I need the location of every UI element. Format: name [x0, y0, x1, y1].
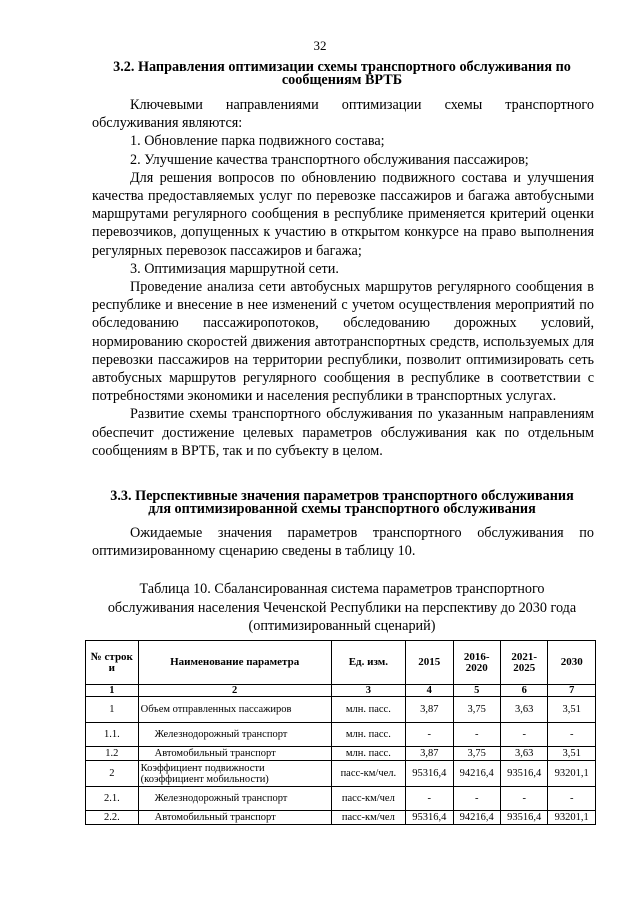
column-number: 6	[500, 685, 547, 697]
parameters-table	[85, 640, 596, 825]
parameter-name: Автомобильный транспорт	[138, 747, 331, 761]
value-2016-2020: 94216,4	[453, 811, 500, 825]
column-number: 3	[331, 685, 405, 697]
row-number: 1.2	[86, 747, 139, 761]
section-3-2-heading	[92, 61, 592, 87]
value-2015: -	[406, 723, 453, 747]
parameter-name: Коэффициент подвижности (коэффициент мобильности)	[138, 761, 331, 787]
row-number: 2	[86, 761, 139, 787]
value-2021-2025: 3,63	[500, 747, 547, 761]
row-number: 1.1.	[86, 723, 139, 747]
paragraph: Ключевыми направлениями оптимизации схемы транспортного обслуживания являются:	[92, 97, 594, 132]
parameter-name: Железнодорожный транспорт	[138, 723, 331, 747]
page-number: 32	[313, 38, 327, 53]
header-2030: 2030	[548, 641, 596, 685]
unit: пасс-км/чел.	[331, 761, 405, 787]
value-2021-2025: 3,63	[500, 697, 547, 723]
header-row-number: № строк и	[86, 641, 139, 685]
column-number: 7	[548, 685, 596, 697]
parameter-name: Железнодорожный транспорт	[138, 787, 331, 811]
section-3-3-heading	[92, 490, 592, 516]
table-caption	[88, 580, 596, 636]
table-caption-line3: (оптимизированный сценарий)	[248, 618, 436, 634]
value-2016-2020: -	[453, 723, 500, 747]
value-2015: 95316,4	[406, 811, 453, 825]
row-number: 2.1.	[86, 787, 139, 811]
value-2030: 93201,1	[548, 761, 596, 787]
value-2015: 3,87	[406, 747, 453, 761]
header-2015: 2015	[406, 641, 453, 685]
header-unit: Ед. изм.	[331, 641, 405, 685]
paragraph: Развитие схемы транспортного обслуживания по указанным направлениям обеспечит достижение целевых параметров обслуживания как по отдельным сообщениям в ВРТБ, так и по субъекту в целом.	[92, 406, 594, 459]
value-2030: -	[548, 723, 596, 747]
value-2030: 3,51	[548, 747, 596, 761]
table-caption-line2: обслуживания населения Чеченской Республики на перспективу до 2030 года	[107, 599, 577, 616]
unit: млн. пасс.	[331, 723, 405, 747]
section-3-3-heading-line2: для оптимизированной схемы транспортного обслуживания	[148, 501, 536, 517]
list-item: 1. Обновление парка подвижного состава;	[130, 133, 385, 150]
paragraph: Ожидаемые значения параметров транспортного обслуживания по оптимизированному сценарию сведены в таблицу 10.	[92, 525, 594, 560]
list-item: 3. Оптимизация маршрутной сети.	[130, 260, 339, 277]
column-number: 1	[86, 685, 139, 697]
parameter-name: Объем отправленных пассажиров	[138, 697, 331, 723]
header-parameter-name: Наименование параметра	[138, 641, 331, 685]
unit: пасс-км/чел	[331, 811, 405, 825]
section-3-3-heading-line1: 3.3. Перспективные значения параметров транспортного обслуживания	[110, 488, 574, 504]
parameter-name: Автомобильный транспорт	[138, 811, 331, 825]
value-2015: 3,87	[406, 697, 453, 723]
paragraph: Проведение анализа сети автобусных маршрутов регулярного сообщения в республике и внесение в нее изменений с учетом осуществления мероприятий по обследованию пассажиропотоков, обследованию дорожных условий, нормированию скоростей движения автотранспортных средств, используемых для перевозки пассажиров на территории республики, позволит оптимизировать сеть автобусных маршрутов регулярного сообщения в республике в соответствии с потребностями экономики и населения республики в транспортных услугах.	[92, 279, 594, 405]
table-row	[86, 747, 596, 761]
value-2016-2020: -	[453, 787, 500, 811]
section-3-3-body	[92, 524, 594, 560]
value-2030: -	[548, 787, 596, 811]
value-2015: -	[406, 787, 453, 811]
value-2016-2020: 3,75	[453, 697, 500, 723]
value-2015: 95316,4	[406, 761, 453, 787]
table-column-numbers-row	[86, 685, 596, 697]
column-number: 2	[138, 685, 331, 697]
row-number: 2.2.	[86, 811, 139, 825]
table-row	[86, 697, 596, 723]
table-row	[86, 723, 596, 747]
column-number: 5	[453, 685, 500, 697]
value-2030: 93201,1	[548, 811, 596, 825]
unit: млн. пасс.	[331, 747, 405, 761]
section-3-2-heading-line2: сообщениям ВРТБ	[281, 72, 403, 88]
paragraph: Для решения вопросов по обновлению подвижного состава и улучшения качества предоставляемых услуг по перевозке пассажиров и багажа автобусными маршрутами регулярного сообщения в республике применяется критерий оценки перевозчиков, допущенных к участию в открытом конкурсе на право выполнения регулярных перевозок пассажиров и багажа;	[92, 169, 594, 259]
table-row	[86, 761, 596, 787]
value-2016-2020: 94216,4	[453, 761, 500, 787]
list-item: 2. Улучшение качества транспортного обслуживания пассажиров;	[130, 151, 529, 168]
value-2016-2020: 3,75	[453, 747, 500, 761]
section-3-2-body	[92, 96, 594, 460]
table-caption-line1: Таблица 10. Сбалансированная система параметров транспортного	[139, 581, 545, 597]
value-2021-2025: 93516,4	[500, 811, 547, 825]
header-2021-2025: 2021-2025	[500, 641, 547, 685]
row-number: 1	[86, 697, 139, 723]
table-row	[86, 811, 596, 825]
section-3-2-heading-line1: 3.2. Направления оптимизации схемы транспортного обслуживания по	[113, 59, 571, 75]
value-2021-2025: -	[500, 787, 547, 811]
column-number: 4	[406, 685, 453, 697]
table-header-row	[86, 641, 596, 685]
value-2030: 3,51	[548, 697, 596, 723]
value-2021-2025: -	[500, 723, 547, 747]
unit: млн. пасс.	[331, 697, 405, 723]
unit: пасс-км/чел	[331, 787, 405, 811]
header-2016-2020: 2016-2020	[453, 641, 500, 685]
table-row	[86, 787, 596, 811]
value-2021-2025: 93516,4	[500, 761, 547, 787]
